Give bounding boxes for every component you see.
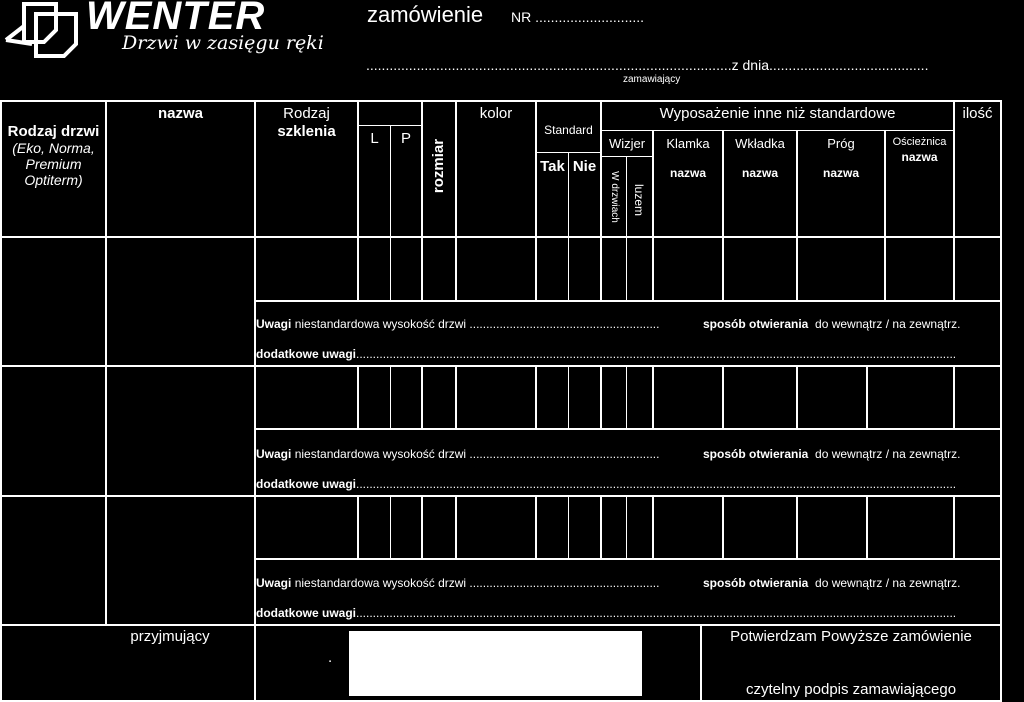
extra-remarks-label: dodatkowe uwagi xyxy=(256,347,357,361)
header-threshold: Próg xyxy=(827,136,855,151)
header-door-type-option-2: Premium xyxy=(25,156,82,172)
header-handle-name: nazwa xyxy=(669,166,706,180)
header-door-type-option-1: (Eko, Norma, xyxy=(12,140,95,156)
remarks-line xyxy=(256,318,659,330)
logo-mark-icon xyxy=(4,0,84,60)
nonstd-height-field[interactable]: niestandardowa wysokość drzwi ......................................................... xyxy=(294,317,660,331)
header-standard: Standard xyxy=(544,123,593,137)
orderer-date-field[interactable]: ..............................................................................................z dnia......................................... xyxy=(366,57,929,73)
extra-remarks-field[interactable]: .................................................................................................................................................................................... xyxy=(356,347,957,361)
header-threshold-name: nazwa xyxy=(822,166,859,180)
header-door-type: Rodzaj drzwi xyxy=(7,123,100,140)
extra-remarks-line xyxy=(256,607,956,619)
header-handle: Klamka xyxy=(666,136,710,151)
extra-remarks-field[interactable]: .................................................................................................................................................................................... xyxy=(356,606,957,620)
extra-remarks-label: dodatkowe uwagi xyxy=(256,477,357,491)
remarks-label: Uwagi xyxy=(256,576,292,590)
remarks-label: Uwagi xyxy=(256,447,292,461)
header-insert-name: nazwa xyxy=(741,166,778,180)
order-number-field[interactable]: NR ............................ xyxy=(511,9,645,25)
header-standard-no: Nie xyxy=(572,158,597,175)
remarks-line xyxy=(256,448,659,460)
opening-options[interactable]: do wewnątrz / na zewnątrz. xyxy=(815,576,961,590)
header-left: L xyxy=(370,130,379,147)
header-peephole: Wizjer xyxy=(608,136,646,151)
header-quantity: ilość xyxy=(962,105,993,122)
brand-name: WENTER xyxy=(86,0,266,38)
brand-tagline: Drzwi w zasięgu ręki xyxy=(122,32,324,54)
extra-remarks-line xyxy=(256,348,956,360)
remarks-line xyxy=(256,577,659,589)
header-door-type-option-3: Optiterm) xyxy=(24,172,83,188)
signature-caption: czytelny podpis zamawiającego xyxy=(745,681,957,698)
orderer-caption: zamawiający xyxy=(623,74,681,85)
opening-line xyxy=(703,448,960,460)
company-logo xyxy=(4,0,84,60)
header-peephole-loose: luzem xyxy=(632,183,646,216)
remarks-label: Uwagi xyxy=(256,317,292,331)
receiver-label: przyjmujący xyxy=(130,628,210,645)
header-frame-name: nazwa xyxy=(901,150,938,164)
confirm-text: Potwierdzam Powyższe zamówienie xyxy=(730,628,972,645)
extra-remarks-line xyxy=(256,478,956,490)
opening-label: sposób otwierania xyxy=(703,576,809,590)
form-title: zamówienie xyxy=(367,2,484,27)
header-color: kolor xyxy=(479,105,513,122)
extra-remarks-label: dodatkowe uwagi xyxy=(256,606,357,620)
extra-remarks-field[interactable]: .................................................................................................................................................................................... xyxy=(356,477,957,491)
header-frame: Ościeżnica xyxy=(892,136,947,148)
header-name: nazwa xyxy=(157,105,203,122)
signature-box[interactable] xyxy=(349,631,642,696)
header-standard-yes: Tak xyxy=(540,158,565,175)
nonstd-height-field[interactable]: niestandardowa wysokość drzwi ......................................................... xyxy=(294,576,660,590)
header-size: rozmiar xyxy=(430,138,447,194)
opening-line xyxy=(703,577,960,589)
header-glazing-1: Rodzaj xyxy=(283,105,330,122)
opening-line xyxy=(703,318,960,330)
opening-label: sposób otwierania xyxy=(703,447,809,461)
nonstd-height-field[interactable]: niestandardowa wysokość drzwi ......................................................... xyxy=(294,447,660,461)
receiver-dot: . xyxy=(328,649,333,666)
header-equipment: Wyposażenie inne niż standardowe xyxy=(659,105,896,122)
header-right: P xyxy=(400,130,411,147)
header-peephole-in-door: W drzwiach xyxy=(609,171,620,223)
header-glazing-2: szklenia xyxy=(277,123,336,140)
header-insert: Wkładka xyxy=(735,136,785,151)
opening-options[interactable]: do wewnątrz / na zewnątrz. xyxy=(815,447,961,461)
opening-options[interactable]: do wewnątrz / na zewnątrz. xyxy=(815,317,961,331)
opening-label: sposób otwierania xyxy=(703,317,809,331)
